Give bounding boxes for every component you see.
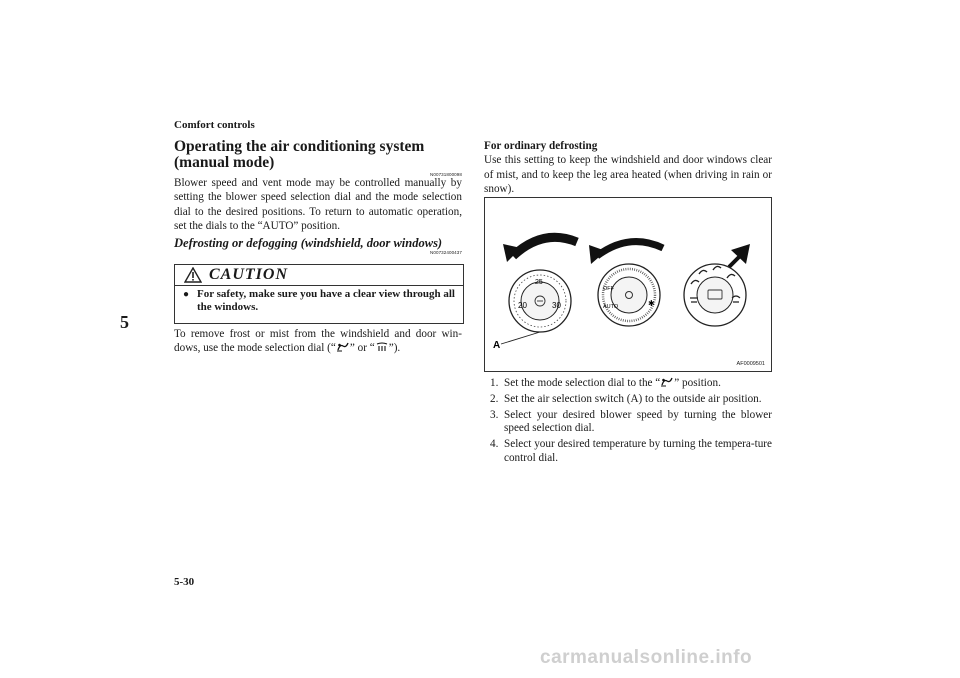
temp-label-20: 20 <box>518 301 527 310</box>
step-text: Set the air selection switch (A) to the outside air position. <box>504 392 762 405</box>
section-title: Comfort controls <box>174 119 255 131</box>
step-number: 3. <box>490 408 499 421</box>
steps-list <box>484 377 772 468</box>
chapter-tab: 5 <box>120 312 129 332</box>
callout-a: A <box>493 340 501 351</box>
intro-paragraph: Blower speed and vent mode may be controlled manually by setting the blower speed selection dial and the mode selection dial to the desired positions. To return to automatic operation, set the dials to the “AUTO” position. <box>174 177 462 233</box>
heading-code: N00731800098 <box>430 172 462 177</box>
figure-code: AF0009501 <box>736 361 765 367</box>
caution-title: CAUTION <box>209 266 289 283</box>
paragraph-text-end: ”). <box>388 342 401 355</box>
step-item <box>484 393 772 407</box>
watermark: carmanualsonline.info <box>540 647 753 668</box>
defrost-paragraph <box>174 327 462 356</box>
subheading-code: N00732400437 <box>430 250 462 255</box>
foot-defrost-mode-icon <box>336 342 350 352</box>
step-item <box>484 438 772 466</box>
temp-label-30: 30 <box>552 301 561 310</box>
foot-defrost-mode-icon <box>660 377 674 387</box>
caution-box <box>174 264 464 324</box>
step-number: 4. <box>490 438 499 451</box>
auto-label: AUTO <box>603 304 619 310</box>
ordinary-defrost-text: Use this setting to keep the windshield and door windows clear of mist, and to keep the leg area heated (when driving in rain or snow). <box>484 154 772 196</box>
step-text-start: Set the mode selection dial to the “ <box>504 377 661 389</box>
defrost-mode-icon <box>375 342 389 352</box>
step-text: Select your desired temperature by turning the tempera-ture control dial. <box>504 438 772 464</box>
subsection-heading: Defrosting or defogging (windshield, door windows) <box>174 236 443 250</box>
paragraph-text-mid: ” or “ <box>349 342 375 355</box>
caution-text: For safety, make sure you have a clear view through all the windows. <box>197 288 455 313</box>
off-label: OFF <box>603 286 614 292</box>
step-text: Select your desired blower speed by turning the blower speed selection dial. <box>504 408 772 435</box>
ordinary-defrost-heading: For ordinary defrosting <box>484 140 598 152</box>
warning-triangle-icon <box>184 267 202 283</box>
caution-text-block <box>183 288 455 314</box>
paragraph-text-start: To remove frost or mist from the windshield and door win-dows, use the mode selection dial (“ <box>174 328 462 355</box>
step-text-end: ” position. <box>674 377 721 389</box>
caution-header <box>175 265 463 286</box>
fan-icon: ✱ <box>648 299 655 308</box>
section-heading: Operating the air conditioning system (manual mode) <box>174 138 425 171</box>
climate-dials-illustration <box>485 198 771 371</box>
step-number: 1. <box>490 377 499 389</box>
step-item <box>484 377 772 391</box>
step-item <box>484 409 772 437</box>
climate-control-figure <box>484 197 772 372</box>
temp-label-25: 25 <box>535 279 543 286</box>
step-number: 2. <box>490 392 499 405</box>
page-number: 5-30 <box>174 576 195 588</box>
ordinary-defrost-block <box>484 139 772 197</box>
bullet-icon: ● <box>183 289 190 300</box>
